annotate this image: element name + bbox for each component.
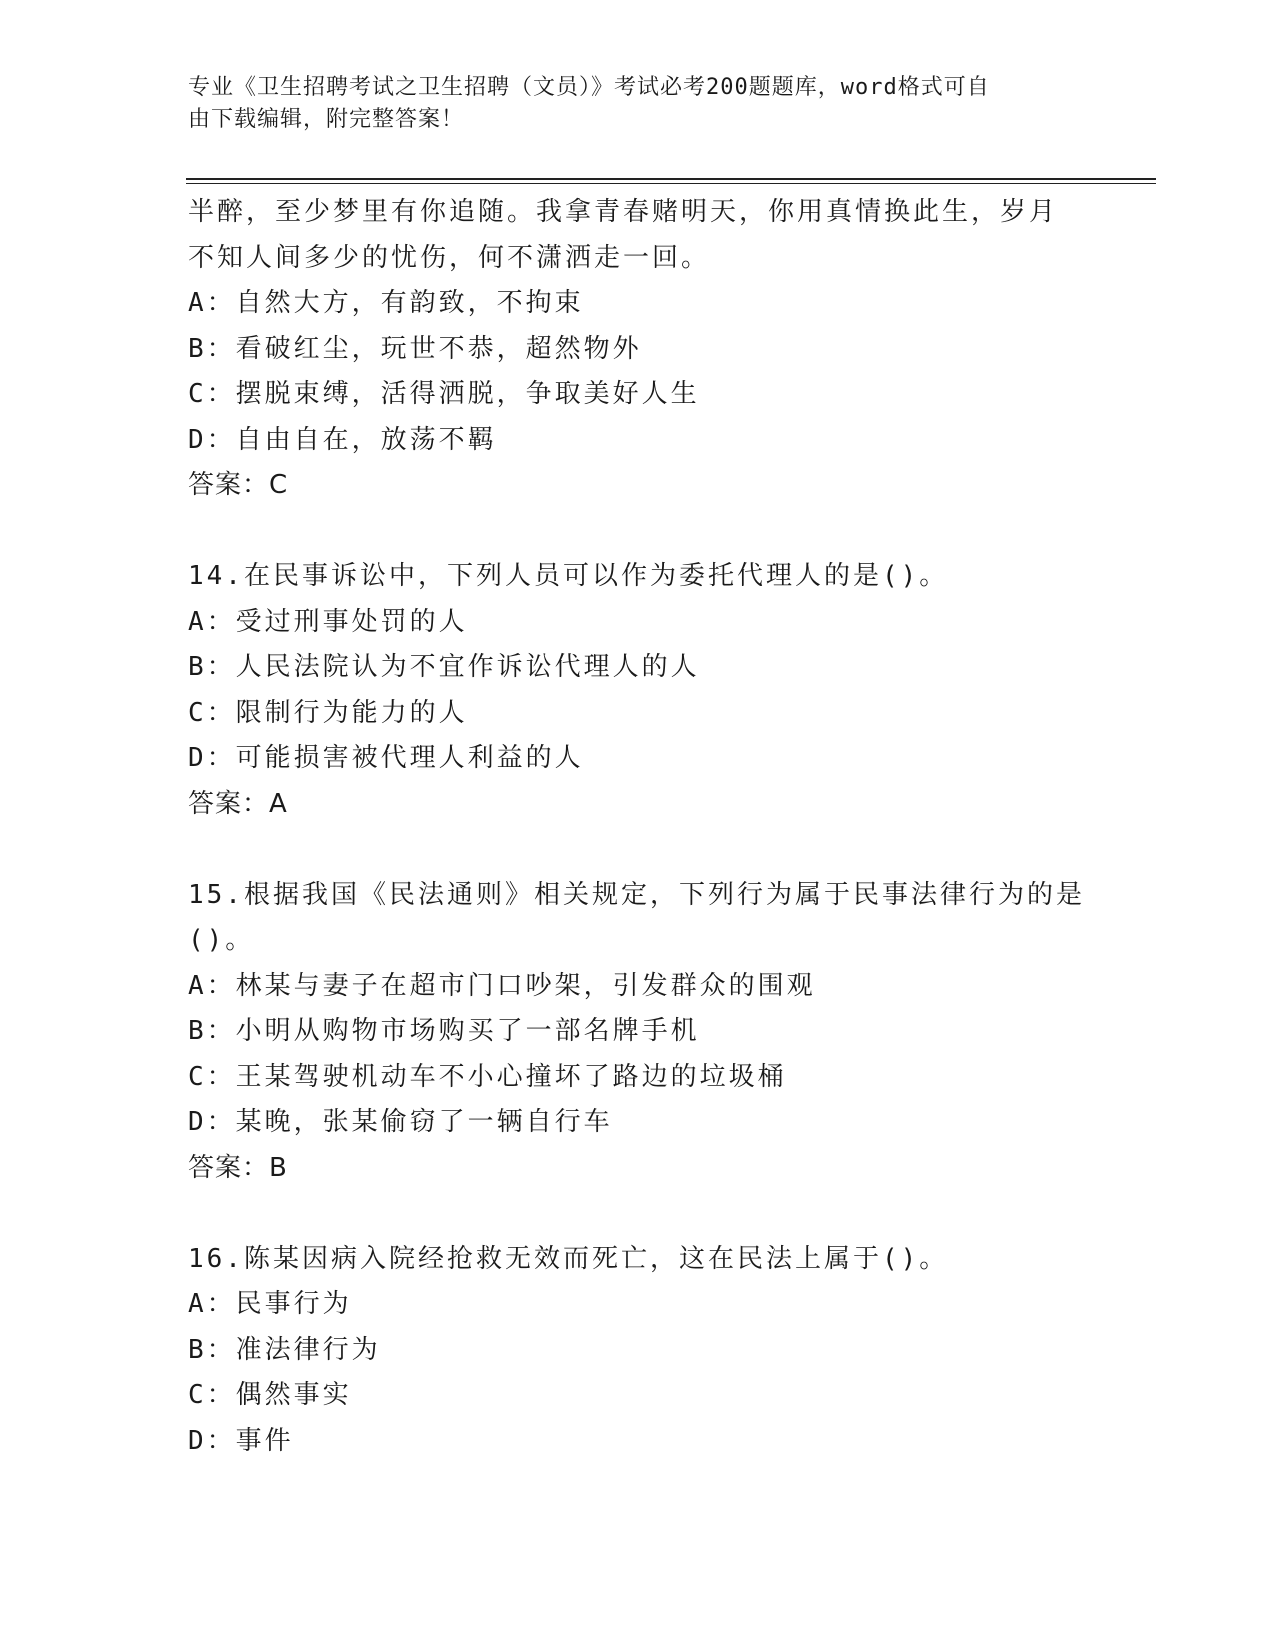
header-line-1: 专业《卫生招聘考试之卫生招聘（文员）》考试必考200题题库，word格式可自: [188, 75, 990, 100]
option-a: A：林某与妻子在超市门口吵架，引发群众的围观: [188, 970, 816, 1001]
document-header: [188, 72, 1078, 136]
spacer: [188, 1191, 1088, 1237]
continuation-line-2: 不知人间多少的忧伤，何不潇洒走一回。: [188, 242, 711, 273]
option-a: A：自然大方，有韵致，不拘束: [188, 288, 584, 318]
header-line-2: 由下载编辑，附完整答案！: [188, 107, 465, 132]
option-b: B：小明从购物市场购买了一部名牌手机: [188, 1016, 700, 1046]
option-b: B：人民法院认为不宜作诉讼代理人的人: [188, 652, 700, 682]
option-c: C：限制行为能力的人: [188, 697, 468, 728]
answer: 答案：B: [188, 1152, 288, 1183]
option-c: C：偶然事实: [188, 1380, 352, 1410]
option-b: B：看破红尘，玩世不恭，超然物外: [188, 333, 642, 364]
option-b: B：准法律行为: [188, 1334, 381, 1365]
spacer: [188, 509, 1088, 555]
option-a: A：受过刑事处罚的人: [188, 606, 468, 637]
continuation-line-1: 半醉，至少梦里有你追随。我拿青春赌明天，你用真情换此生，岁月: [188, 197, 1059, 227]
answer: 答案：C: [188, 470, 289, 500]
spacer: [188, 827, 1088, 873]
option-a: A：民事行为: [188, 1289, 352, 1319]
option-d: D：事件: [188, 1425, 294, 1456]
header-rule-thin: [186, 183, 1156, 184]
option-c: C：摆脱束缚，活得洒脱，争取美好人生: [188, 379, 700, 409]
header-rule-thick: [186, 178, 1156, 180]
option-c: C：王某驾驶机动车不小心撞坏了路边的垃圾桶: [188, 1061, 787, 1092]
question-stem: 14.在民事诉讼中，下列人员可以作为委托代理人的是()。: [188, 561, 949, 591]
option-d: D：某晚，张某偷窃了一辆自行车: [188, 1107, 613, 1137]
option-d: D：自由自在，放荡不羁: [188, 424, 497, 455]
question-stem-continued: ()。: [188, 925, 255, 955]
question-stem: 16.陈某因病入院经抢救无效而死亡，这在民法上属于()。: [188, 1243, 949, 1274]
option-d: D：可能损害被代理人利益的人: [188, 743, 584, 773]
answer: 答案：A: [188, 788, 288, 819]
question-stem: 15.根据我国《民法通则》相关规定，下列行为属于民事法律行为的是: [188, 879, 1085, 910]
question-content: [188, 190, 1088, 1464]
